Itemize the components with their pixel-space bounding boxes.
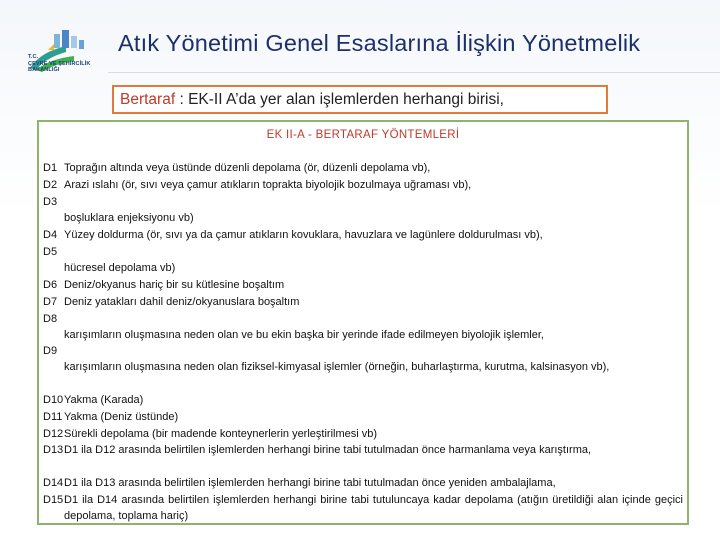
item-code: D10 [43,394,64,406]
title-divider [108,72,720,73]
item-code: D12 [43,428,64,440]
item-code: D13 [43,444,64,456]
item-code: D4 [43,229,58,241]
annex-box [37,120,689,525]
item-code: D5 [43,246,58,258]
item-text: Yakma (Karada) [64,394,144,406]
list-item [43,476,683,492]
logo-line: BAKANLIĞI [28,67,60,73]
definition-separator: : [175,91,189,108]
item-code: D7 [43,296,58,308]
item-text: Arazi ıslahı (ör, sıvı veya çamur atıkların toprakta biyolojik bozulmaya uğraması vb), [64,179,472,191]
definition-term: Bertaraf [120,91,176,108]
item-text: Yüzey doldurma (ör, sıvı ya da çamur atıkların kovuklara, havuzlara ve lagünlere doldurulması vb), [64,229,543,241]
item-code: D3 [43,196,58,208]
logo-line: T.C. [28,54,39,60]
item-code: D14 [43,477,64,489]
definition-text: EK-II A’da yer alan işlemlerden herhangi birisi, [188,91,504,108]
ministry-logo-text [28,54,106,74]
item-code: D11 [43,411,63,423]
list-item [43,410,683,426]
list-item [43,178,683,194]
definition-line [120,91,504,109]
logo-line: ÇEVRE VE ŞEHİRCİLİK [28,60,91,67]
page-title: Atık Yönetimi Genel Esaslarına İlişkin Yönetmelik [118,30,641,56]
item-text: karışımların oluşmasına neden olan fiziksel-kimyasal işlemler (örneğin, buharlaştırma, kurutma, kalsinasyon vb), [64,360,610,373]
item-code: D15 [43,494,64,506]
ministry-emblem-icon [8,20,108,86]
item-text: D1 ila D14 arasında belirtilen işlemlerden herhangi birine tabi tutuluncaya kadar depolama (atığın üretildiği alan içinde geçici depolama, toplama hariç) [64,494,683,522]
list-item [43,228,683,244]
list-item [43,295,683,311]
list-item [43,427,683,443]
item-text: karışımların oluşmasına neden olan ve bu ekin başka bir yerinde ifade edilmeyen biyolojik işlemler, [64,328,544,341]
item-text: D1 ila D12 arasında belirtilen işlemlerden herhangi birine tabi tutulmadan önce harmanlama veya karıştırma, [64,444,592,456]
annex-heading: EK II-A - BERTARAF YÖNTEMLERİ [266,129,460,141]
item-text: hücresel depolama vb) [64,261,176,274]
definition-box [112,85,608,114]
item-text: Yakma (Deniz üstünde) [64,411,179,423]
item-text: Deniz/okyanus hariç bir su kütlesine boşaltım [64,279,285,291]
item-code: D9 [43,345,58,357]
list-item [43,443,683,459]
item-code: D2 [43,179,58,191]
list-item [43,278,683,294]
item-text: Toprağın altında veya üstünde düzenli depolama (ör, düzenli depolama vb), [64,162,431,174]
item-text: Deniz yatakları dahil deniz/okyanuslara boşaltım [64,296,300,308]
list-item [43,493,683,524]
list-item [43,161,683,177]
item-text: Sürekli depolama (bir madende konteynerlerin yerleştirilmesi vb) [64,428,378,440]
list-item [43,344,683,375]
item-text: boşluklara enjeksiyonu vb) [64,211,194,224]
ministry-logo [8,20,108,86]
list-item [43,195,683,226]
item-text: D1 ila D13 arasında belirtilen işlemlerden herhangi birine tabi tutulmadan önce yeniden ambalajlama, [64,477,556,489]
list-item [43,393,683,409]
item-code: D1 [43,162,58,174]
item-code: D6 [43,279,58,291]
list-item [43,312,683,343]
item-code: D8 [43,313,58,325]
list-item [43,245,683,276]
